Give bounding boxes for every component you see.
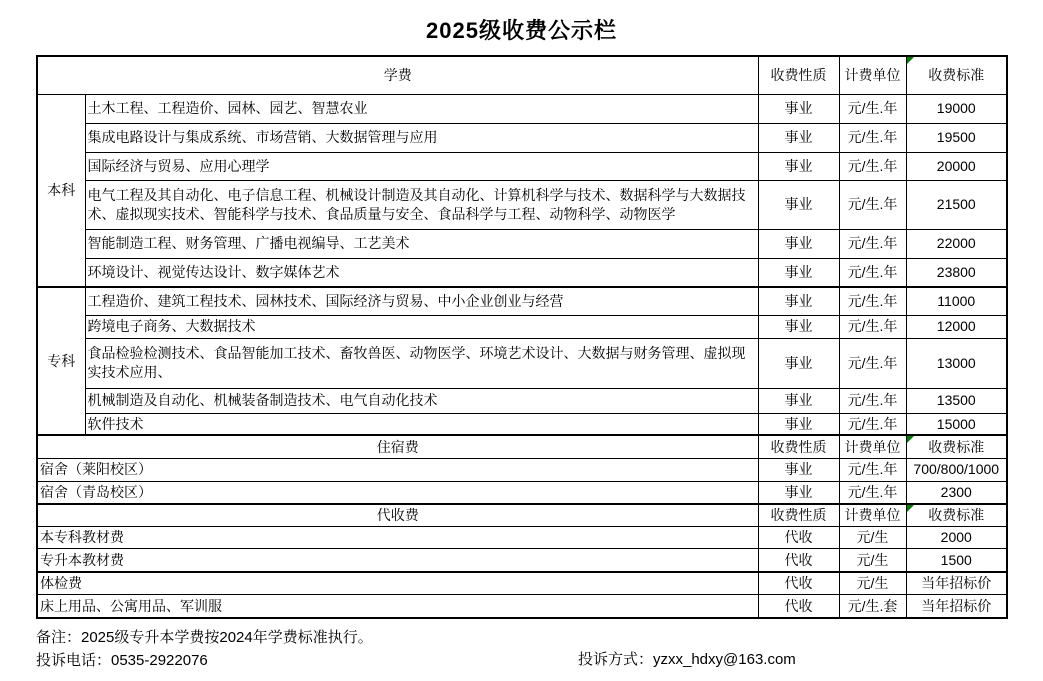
complaint-phone: 投诉电话：0535-2922076 [36, 652, 208, 669]
accommodation-section-label: 住宿费 [37, 435, 758, 458]
column-header-unit: 计费单位 [839, 504, 906, 527]
remark-note: 备注：2025级专升本学费按2024年学费标准执行。 [36, 629, 373, 646]
unit-cell: 元/生.年 [839, 123, 906, 152]
table-row [37, 413, 1007, 435]
accommodation-header-row [37, 435, 1007, 458]
nature-cell: 事业 [758, 413, 839, 435]
standard-cell: 15000 [906, 413, 1007, 435]
column-header-nature: 收费性质 [758, 435, 839, 458]
standard-cell: 1500 [906, 549, 1007, 572]
column-header-unit: 计费单位 [839, 56, 906, 94]
table-row [37, 458, 1007, 481]
nature-cell: 事业 [758, 458, 839, 481]
nature-cell: 代收 [758, 595, 839, 618]
standard-cell: 当年招标价 [906, 572, 1007, 595]
nature-cell: 事业 [758, 94, 839, 123]
nature-cell: 事业 [758, 180, 839, 229]
unit-cell: 元/生.年 [839, 458, 906, 481]
standard-cell: 20000 [906, 152, 1007, 180]
unit-cell: 元/生 [839, 572, 906, 595]
nature-cell: 事业 [758, 338, 839, 388]
subject-cell: 国际经济与贸易、应用心理学 [85, 152, 758, 180]
standard-cell: 13000 [906, 338, 1007, 388]
table-row [37, 338, 1007, 388]
item-cell: 床上用品、公寓用品、军训服 [37, 595, 758, 618]
subject-cell: 电气工程及其自动化、电子信息工程、机械设计制造及其自动化、计算机科学与技术、数据科学与大数据技术、虚拟现实技术、智能科学与技术、食品质量与安全、食品科学与工程、动物科学、动物医学 [85, 180, 758, 229]
nature-cell: 代收 [758, 527, 839, 549]
collection-section-label: 代收费 [37, 504, 758, 527]
column-header-standard: 收费标准 [906, 435, 1007, 458]
unit-cell: 元/生.年 [839, 338, 906, 388]
unit-cell: 元/生.年 [839, 258, 906, 287]
table-row [37, 481, 1007, 503]
table-row [37, 229, 1007, 258]
complaint-email: 投诉方式：yzxx_hdxy@163.com [578, 651, 796, 668]
unit-cell: 元/生.年 [839, 287, 906, 315]
table-row [37, 123, 1007, 152]
item-cell: 专升本教材费 [37, 549, 758, 572]
subject-cell: 工程造价、建筑工程技术、园林技术、国际经济与贸易、中小企业创业与经营 [85, 287, 758, 315]
table-row [37, 549, 1007, 572]
nature-cell: 代收 [758, 549, 839, 572]
unit-cell: 元/生 [839, 527, 906, 549]
standard-cell: 当年招标价 [906, 595, 1007, 618]
column-header-nature: 收费性质 [758, 56, 839, 94]
subject-cell: 食品检验检测技术、食品智能加工技术、畜牧兽医、动物医学、环境艺术设计、大数据与财务管理、虚拟现实技术应用、 [85, 338, 758, 388]
standard-cell: 700/800/1000 [906, 458, 1007, 481]
standard-cell: 19000 [906, 94, 1007, 123]
unit-cell: 元/生.年 [839, 388, 906, 413]
table-row [37, 527, 1007, 549]
standard-cell: 12000 [906, 315, 1007, 338]
standard-cell: 22000 [906, 229, 1007, 258]
nature-cell: 事业 [758, 481, 839, 503]
table-row [37, 315, 1007, 338]
unit-cell: 元/生.年 [839, 413, 906, 435]
collection-header-row [37, 504, 1007, 527]
table-row [37, 94, 1007, 123]
unit-cell: 元/生.年 [839, 180, 906, 229]
column-header-unit: 计费单位 [839, 435, 906, 458]
tuition-header-row [37, 56, 1007, 94]
subject-cell: 环境设计、视觉传达设计、数字媒体艺术 [85, 258, 758, 287]
item-cell: 宿舍（莱阳校区） [37, 458, 758, 481]
standard-cell: 23800 [906, 258, 1007, 287]
nature-cell: 代收 [758, 572, 839, 595]
table-row [37, 152, 1007, 180]
subject-cell: 土木工程、工程造价、园林、园艺、智慧农业 [85, 94, 758, 123]
fee-table [36, 55, 1008, 619]
unit-cell: 元/生.年 [839, 152, 906, 180]
unit-cell: 元/生.套 [839, 595, 906, 618]
unit-cell: 元/生.年 [839, 229, 906, 258]
standard-cell: 2300 [906, 481, 1007, 503]
nature-cell: 事业 [758, 258, 839, 287]
item-cell: 本专科教材费 [37, 527, 758, 549]
nature-cell: 事业 [758, 388, 839, 413]
unit-cell: 元/生.年 [839, 481, 906, 503]
standard-cell: 2000 [906, 527, 1007, 549]
nature-cell: 事业 [758, 287, 839, 315]
table-row [37, 595, 1007, 618]
table-row [37, 180, 1007, 229]
group-label-zhuanke: 专科 [37, 287, 85, 435]
subject-cell: 跨境电子商务、大数据技术 [85, 315, 758, 338]
nature-cell: 事业 [758, 152, 839, 180]
table-row [37, 258, 1007, 287]
column-header-nature: 收费性质 [758, 504, 839, 527]
subject-cell: 集成电路设计与集成系统、市场营销、大数据管理与应用 [85, 123, 758, 152]
subject-cell: 智能制造工程、财务管理、广播电视编导、工艺美术 [85, 229, 758, 258]
subject-cell: 机械制造及自动化、机械装备制造技术、电气自动化技术 [85, 388, 758, 413]
column-header-standard: 收费标准 [906, 56, 1007, 94]
table-row [37, 572, 1007, 595]
unit-cell: 元/生 [839, 549, 906, 572]
item-cell: 体检费 [37, 572, 758, 595]
column-header-standard: 收费标准 [906, 504, 1007, 527]
table-row [37, 287, 1007, 315]
tuition-section-label: 学费 [37, 56, 758, 94]
nature-cell: 事业 [758, 229, 839, 258]
standard-cell: 13500 [906, 388, 1007, 413]
page-title: 2025级收费公示栏 [426, 18, 617, 43]
nature-cell: 事业 [758, 315, 839, 338]
group-label-benke: 本科 [37, 94, 85, 287]
subject-cell: 软件技术 [85, 413, 758, 435]
standard-cell: 11000 [906, 287, 1007, 315]
unit-cell: 元/生.年 [839, 94, 906, 123]
item-cell: 宿舍（青岛校区） [37, 481, 758, 503]
standard-cell: 19500 [906, 123, 1007, 152]
table-row [37, 388, 1007, 413]
unit-cell: 元/生.年 [839, 315, 906, 338]
standard-cell: 21500 [906, 180, 1007, 229]
nature-cell: 事业 [758, 123, 839, 152]
